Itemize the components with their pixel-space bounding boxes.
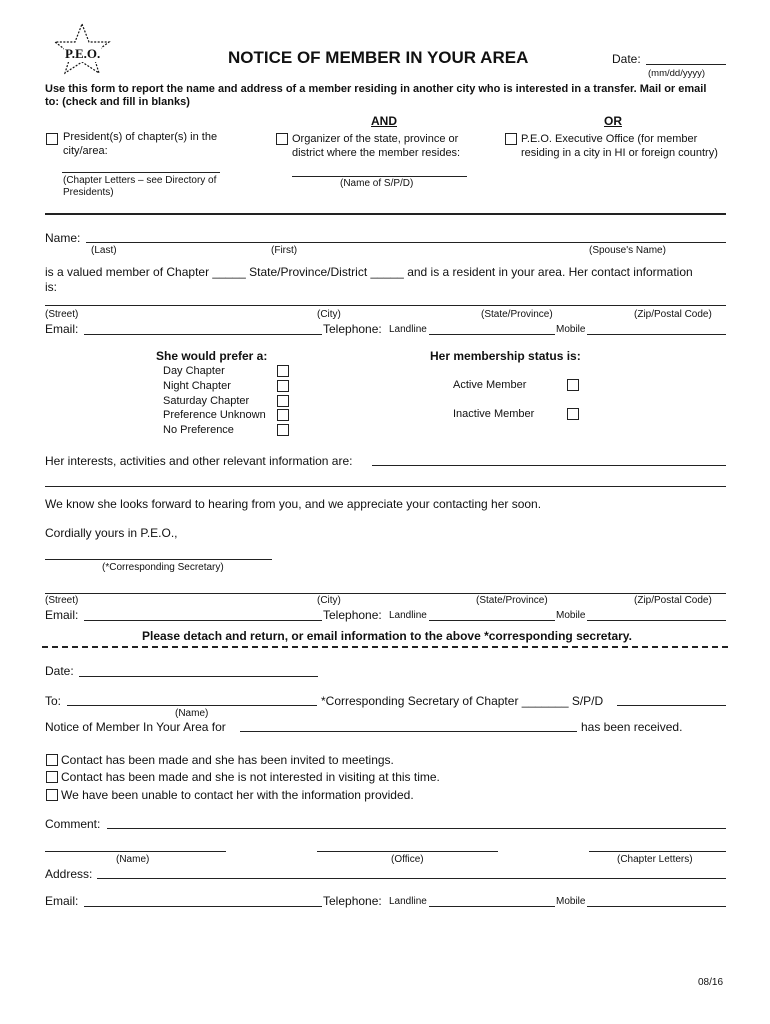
reply-chapter-letters-field[interactable]: [589, 851, 726, 852]
reply-spd-field[interactable]: [617, 705, 726, 706]
status-option-inactive: Inactive Member: [453, 408, 535, 420]
reply-office-field[interactable]: [317, 851, 498, 852]
reply-check-unable[interactable]: [46, 789, 58, 801]
option-organizer-label-1: Organizer of the state, province or: [292, 133, 459, 145]
preference-none-checkbox[interactable]: [277, 424, 289, 436]
member-landline-field[interactable]: [429, 334, 555, 335]
detach-cut-line: [42, 646, 728, 648]
interests-label: Her interests, activities and other relevant information are:: [45, 454, 353, 468]
notice-for-label: Notice of Member In Your Area for: [45, 720, 226, 734]
state-caption: (State/Province): [481, 309, 553, 320]
preference-option-none: No Preference: [163, 424, 234, 436]
street-caption: (Street): [45, 309, 79, 320]
interests-field-1[interactable]: [372, 465, 726, 466]
reply-landline-label: Landline: [389, 896, 427, 907]
reply-to-label: To:: [45, 694, 62, 708]
reply-check-invited[interactable]: [46, 754, 58, 766]
reply-check-invited-label: Contact has been made and she has been invited to meetings.: [61, 753, 394, 767]
and-label: AND: [371, 114, 397, 128]
spouse-name-caption: (Spouse's Name): [589, 245, 666, 256]
reply-check-unable-label: We have been unable to contact her with the information provided.: [61, 788, 414, 802]
section-divider: [45, 213, 726, 215]
secretary-street-caption: (Street): [45, 595, 79, 606]
status-active-checkbox[interactable]: [567, 379, 579, 391]
secretary-address-field[interactable]: [45, 593, 726, 594]
option-executive-label-2: residing in a city in HI or foreign country): [521, 147, 718, 159]
secretary-mobile-label: Mobile: [556, 610, 586, 621]
preference-option-night: Night Chapter: [163, 380, 231, 392]
reply-email-field[interactable]: [84, 906, 322, 907]
date-format-caption: (mm/dd/yyyy): [648, 68, 705, 79]
chapter-letters-field[interactable]: [62, 172, 220, 173]
status-heading: Her membership status is:: [430, 349, 581, 363]
zip-caption: (Zip/Postal Code): [634, 309, 712, 320]
member-mobile-field[interactable]: [587, 334, 726, 335]
option-organizer-label-2: district where the member resides:: [292, 147, 461, 159]
preference-option-saturday: Saturday Chapter: [163, 395, 250, 407]
reply-date-field[interactable]: [79, 676, 318, 677]
preference-unknown-checkbox[interactable]: [277, 409, 289, 421]
reply-email-label: Email:: [45, 894, 79, 908]
member-sentence-1: is a valued member of Chapter _____ State/Province/District _____ and is a resident in your area. Her contact information: [45, 265, 693, 279]
notice-for-field[interactable]: [240, 731, 577, 732]
secretary-telephone-label: Telephone:: [323, 608, 382, 622]
received-label: has been received.: [581, 720, 683, 734]
spd-name-caption: (Name of S/P/D): [340, 178, 414, 189]
page-title: NOTICE OF MEMBER IN YOUR AREA: [228, 48, 529, 67]
member-email-label: Email:: [45, 322, 79, 336]
secretary-email-label: Email:: [45, 608, 79, 622]
preference-saturday-checkbox[interactable]: [277, 395, 289, 407]
revision-code: 08/16: [698, 977, 724, 988]
secretary-state-caption: (State/Province): [476, 595, 548, 606]
or-label: OR: [604, 114, 622, 128]
secretary-landline-label: Landline: [389, 610, 427, 621]
date-label: Date:: [612, 52, 641, 66]
secretary-caption: (*Corresponding Secretary): [102, 562, 224, 573]
preference-heading: She would prefer a:: [156, 349, 268, 363]
preference-option-unknown: Preference Unknown: [163, 409, 266, 421]
date-field[interactable]: [646, 64, 726, 65]
reply-landline-field[interactable]: [429, 906, 555, 907]
reply-name-field[interactable]: [45, 851, 226, 852]
logo-text: P.E.O.: [65, 46, 101, 61]
reply-mobile-field[interactable]: [587, 906, 726, 907]
reply-check-not-interested-label: Contact has been made and she is not interested in visiting at this time.: [61, 770, 440, 784]
option-organizer-checkbox[interactable]: [276, 133, 288, 145]
closing-sentence: We know she looks forward to hearing from you, and we appreciate your contacting her soon.: [45, 497, 542, 511]
member-sentence-2: is:: [45, 280, 57, 294]
option-president-checkbox[interactable]: [46, 133, 58, 145]
member-landline-label: Landline: [389, 324, 427, 335]
reply-date-label: Date:: [45, 664, 74, 678]
preference-day-checkbox[interactable]: [277, 365, 289, 377]
first-name-caption: (First): [271, 245, 298, 256]
interests-field-2[interactable]: [45, 486, 726, 487]
status-option-active: Active Member: [453, 379, 527, 391]
detach-note: Please detach and return, or email information to the above *corresponding secretary.: [142, 629, 632, 643]
secretary-mobile-field[interactable]: [587, 620, 726, 621]
status-inactive-checkbox[interactable]: [567, 408, 579, 420]
reply-chapter-letters-caption: (Chapter Letters): [617, 854, 693, 865]
secretary-email-field[interactable]: [84, 620, 322, 621]
member-telephone-label: Telephone:: [323, 322, 382, 336]
chapter-letters-caption-2: Presidents): [63, 187, 114, 198]
corr-sec-label: *Corresponding Secretary of Chapter _______ S/P/D: [321, 694, 604, 708]
preference-option-day: Day Chapter: [163, 365, 225, 377]
option-executive-label-1: P.E.O. Executive Office (for member: [521, 133, 698, 145]
reply-mobile-label: Mobile: [556, 896, 586, 907]
reply-telephone-label: Telephone:: [323, 894, 382, 908]
reply-address-label: Address:: [45, 867, 93, 881]
reply-office-caption: (Office): [391, 854, 424, 865]
option-executive-office-checkbox[interactable]: [505, 133, 517, 145]
city-caption: (City): [317, 309, 341, 320]
comment-label: Comment:: [45, 817, 101, 831]
reply-address-field[interactable]: [97, 878, 726, 879]
spd-name-field[interactable]: [292, 176, 467, 177]
last-name-caption: (Last): [91, 245, 117, 256]
reply-check-not-interested[interactable]: [46, 771, 58, 783]
name-label: Name:: [45, 231, 81, 245]
comment-field[interactable]: [107, 828, 726, 829]
member-name-field[interactable]: [86, 242, 726, 243]
cordially-text: Cordially yours in P.E.O.,: [45, 526, 178, 540]
member-address-field[interactable]: [45, 305, 726, 306]
secretary-signature-field[interactable]: [45, 559, 272, 560]
reply-name-caption: (Name): [175, 708, 209, 719]
reply-name-caption-2: (Name): [116, 854, 150, 865]
option-president-label-2: city/area:: [63, 145, 108, 157]
secretary-city-caption: (City): [317, 595, 341, 606]
secretary-zip-caption: (Zip/Postal Code): [634, 595, 712, 606]
secretary-landline-field[interactable]: [429, 620, 555, 621]
reply-to-field[interactable]: [67, 705, 317, 706]
chapter-letters-caption-1: (Chapter Letters – see Directory of: [63, 175, 217, 186]
preference-night-checkbox[interactable]: [277, 380, 289, 392]
member-mobile-label: Mobile: [556, 324, 586, 335]
instructions: Use this form to report the name and address of a member residing in another city who is interested in a transfer. Mail or email to: (check and fill in blanks): [45, 83, 707, 108]
peo-logo: [52, 22, 112, 76]
option-president-label-1: President(s) of chapter(s) in the: [63, 131, 218, 143]
member-email-field[interactable]: [84, 334, 322, 335]
